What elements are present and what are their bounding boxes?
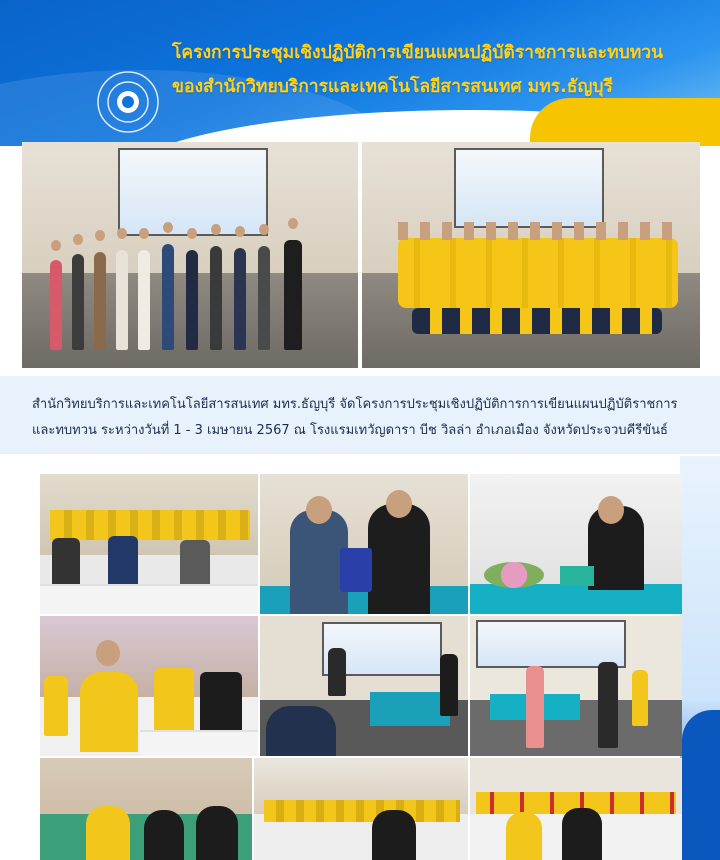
photo-presenter-microphone — [260, 616, 468, 756]
title-line-2: ของสำนักวิทยบริการและเทคโนโลยีสารสนเทศ มทร.ธัญบุรี — [172, 77, 613, 97]
photo-gift-handover — [260, 474, 468, 614]
photo-participants-row — [40, 758, 252, 860]
header-banner — [0, 0, 720, 146]
page-title — [172, 36, 702, 104]
target-circle-icon — [96, 70, 160, 134]
photo-workshop-tables — [470, 758, 682, 860]
photo-participants-tables — [40, 616, 258, 756]
caption-line-2: และทบทวน ระหว่างวันที่ 1 - 3 เมษายน 2567 ณ โรงแรมเทวัญดารา บีช วิลล่า อำเภอเมือง จังหวัดประจวบคีรีขันธ์ — [32, 423, 668, 438]
header-yellow-accent — [530, 98, 720, 146]
photo-group-yellow-shirts — [362, 142, 700, 368]
photo-workshop-hall — [254, 758, 468, 860]
caption-line-1: สำนักวิทยบริการและเทคโนโลยีสารสนเทศ มทร.ธัญบุรี จัดโครงการประชุมเชิงปฏิบัติการการเขียนแผนปฏิบัติราชการ — [32, 397, 678, 412]
title-line-1: โครงการประชุมเชิงปฏิบัติการเขียนแผนปฏิบัติราชการและทบทวน — [172, 43, 664, 63]
photo-speaker-podium — [470, 474, 682, 614]
event-caption — [32, 392, 692, 444]
photo-group-executives — [22, 142, 358, 368]
photo-participants-laptops — [40, 474, 258, 614]
photo-presenters-front — [470, 616, 682, 756]
right-decorative-band — [680, 456, 720, 860]
